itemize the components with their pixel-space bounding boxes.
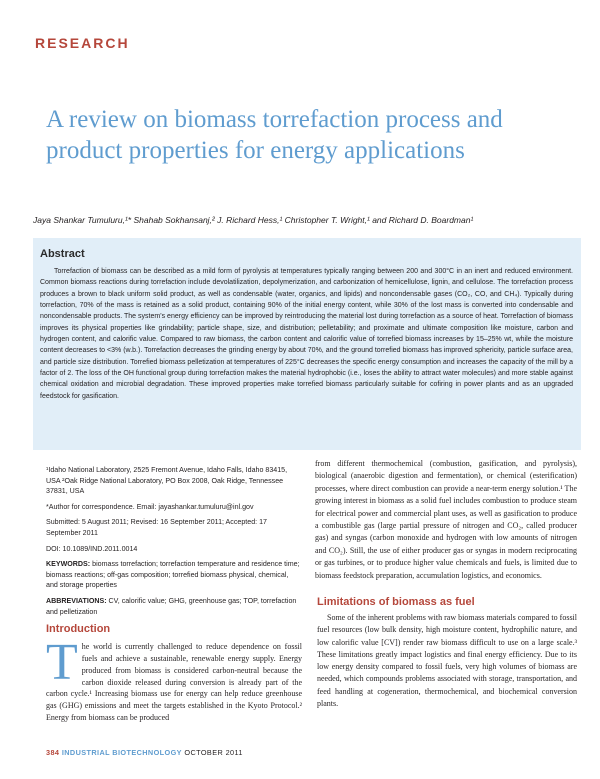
abbreviations-label: ABBREVIATIONS: bbox=[46, 596, 107, 605]
author-list: Jaya Shankar Tumuluru,¹* Shahab Sokhansanj,² J. Richard Hess,¹ Christopher T. Wright,¹ and Richard D. Boardman¹ bbox=[33, 215, 474, 225]
limitations-heading: Limitations of biomass as fuel bbox=[317, 596, 475, 608]
introduction-heading: Introduction bbox=[46, 623, 111, 635]
submission-dates: Submitted: 5 August 2011; Revised: 16 September 2011; Accepted: 17 September 2011 bbox=[46, 518, 267, 537]
keywords-text: biomass torrefaction; torrefaction temperature and residence time; biomass reactions; off-gas composition; torrefied biomass physical, chemical, and storage properties bbox=[46, 560, 300, 590]
dropcap: T bbox=[46, 634, 78, 691]
correspondence[interactable]: *Author for correspondence. Email: jayashankar.tumuluru@inl.gov bbox=[46, 502, 254, 511]
affiliations: ¹Idaho National Laboratory, 2525 Fremont Avenue, Idaho Falls, Idaho 83415, USA ²Oak Ridge National Laboratory, PO Box 2008, Oak Ridge, Tennessee 37831, USA bbox=[46, 466, 288, 496]
doi[interactable]: DOI: 10.1089/IND.2011.0014 bbox=[46, 544, 138, 553]
right-column-text: from different thermochemical (combustion, gasification, and pyrolysis), biological (anaerobic digestion and fermentation), or chemical (esterification) processes, where direct combustion can provide a near-term energy solution.¹ The growing interest in biomass as a solid fuel includes combustion to produce steam for electrical power and commercial plant uses, as well as gasification to produce a combustible gas (large partial pressure of nitrogen and CO₂, called producer gas) and syngas (carbon monoxide and hydrogen with low amounts of nitrogen and CO₂). Still, the use of either producer gas or syngas in modern reciprocating or gas turbines, or to produce higher value chemicals and fuels, is limited due to biomass feedstock preparation, accumulation logistics, and economics. bbox=[315, 459, 577, 580]
keywords-label: KEYWORDS: bbox=[46, 560, 91, 569]
page-footer bbox=[46, 748, 243, 757]
keywords bbox=[46, 559, 301, 591]
issue-date: OCTOBER 2011 bbox=[184, 748, 243, 757]
limitations-text: Some of the inherent problems with raw biomass materials compared to fossil fuel resources (low bulk density, high moisture content, hydrophilic nature, and low calorific value [CV]) render raw biomass difficult to use on a large scale.³ These limitations greatly impact logistics and final energy efficiency. Due to its low energy density compared to fossil fuels, very high volumes of biomass are needed, which compounds problems associated with storage, transportation, and feed handling at cogeneration, thermochemical, and biochemical conversion plants. bbox=[317, 613, 577, 709]
introduction-body: he world is currently challenged to reduce dependence on fossil fuels and achieve a sustainable, renewable energy supply. Energy produced from biomass is considered carbon-neutral because the carbon dioxide released during conversion is already part of the carbon cycle.¹ Increasing biomass use for energy can help reduce greenhouse gas (GHG) emissions and meet the targets established in the Kyoto Protocol.² Energy from biomass can be produced bbox=[46, 642, 302, 723]
page-number: 384 bbox=[46, 748, 60, 757]
abbreviations bbox=[46, 596, 301, 617]
article-metadata bbox=[46, 465, 301, 622]
right-column bbox=[315, 458, 577, 582]
abbreviations-text: CV, calorific value; GHG, greenhouse gas; TOP, torrefaction and pelletization bbox=[46, 596, 297, 616]
abstract-text: Torrefaction of biomass can be described as a mild form of pyrolysis at temperatures typically ranging between 200 and 300°C in an inert and reduced environment. Common biomass reactions during torrefaction include devolatilization, depolymerization, and carbonization of hemicellulose, lignin, and cellulose. The torrefaction process produces a brown to black uniform solid product, as well as condensable (water, organics, and lipids) and noncondensable gases (CO₂, CO, and CH₄). Typically during torrefaction, 70% of the mass is retained as a solid product, containing 90% of the initial energy content, while 30% of the lost mass is converted into condensable and noncondensable products. The system's energy efficiency can be improved by reintroducing the material lost during torrefaction as a source of heat. Torrefaction of biomass improves its physical properties like grindability; particle shape, size, and distribution; pelletability; and proximate and ultimate composition like moisture, carbon and hydrogen content, and calorific value. Compared to raw biomass, the carbon content and calorific value of torrefied biomass increases by 15–25% wt, while the moisture content decreases to <3% (w.b.). Torrefaction decreases the grinding energy by about 70%, and the ground torrefied biomass has improved sphericity, particle surface area, and particle size distribution. Torrefied biomass pelletization at temperatures of 225°C decreases the specific energy consumption and increases the capacity of the mill by a factor of 2. The loss of the OH functional group during torrefaction makes the material hydrophobic (i.e., loses the ability to attract water molecules) and more stable against chemical oxidation and microbial degradation. These improved properties make torrefied biomass particularly suitable for cofiring in power plants and as an upgraded feedstock for gasification. bbox=[40, 268, 573, 400]
introduction-text bbox=[46, 634, 302, 724]
journal-name: INDUSTRIAL BIOTECHNOLOGY bbox=[61, 748, 182, 757]
article-title: A review on biomass torrefaction process and product properties for energy applications bbox=[46, 106, 503, 164]
abstract-heading: Abstract bbox=[40, 248, 85, 260]
section-label: RESEARCH bbox=[35, 35, 130, 51]
